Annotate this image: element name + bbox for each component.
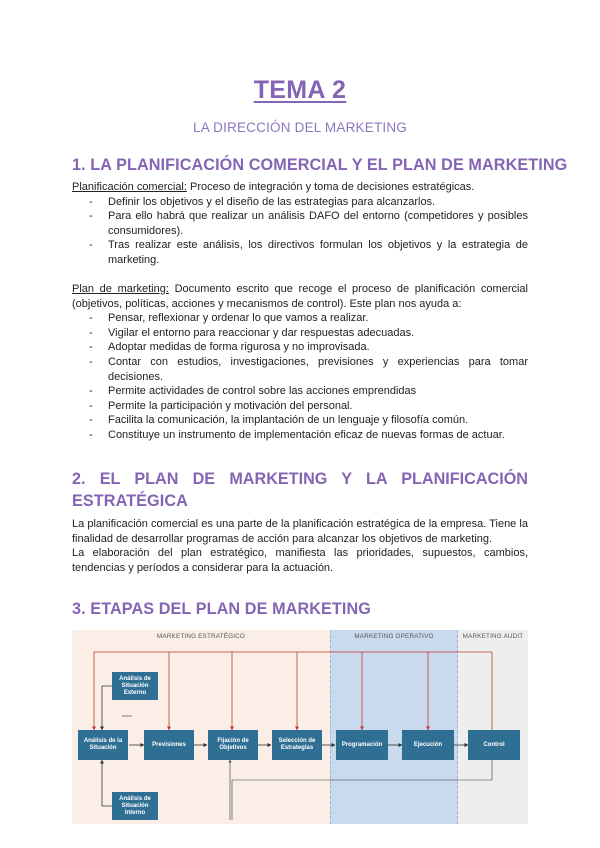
list-plan: [72, 311, 528, 442]
list-item: - Adoptar medidas de forma rigurosa y no improvisada.: [72, 340, 528, 355]
box-control: Control: [468, 730, 520, 760]
section-2-heading-cont: ESTRATÉGICA: [72, 492, 188, 510]
paragraph: La planificación comercial es una parte de la planificación estratégica de la empresa. Tiene la finalidad de desarrollar programas de acción para alcanzar los objetivos de marketing.: [72, 518, 528, 545]
definition-text: Documento escrito que recoge el proceso de planificación comercial (objetivos, políticas, acciones y mecanismos de control). Este plan nos ayuda a:: [72, 283, 528, 310]
list-item: - Pensar, reflexionar y ordenar lo que vamos a realizar.: [72, 311, 528, 326]
box-forecasts: Previsiones: [144, 730, 194, 760]
section-1-plan: [72, 282, 528, 443]
section-1-body: [72, 180, 528, 268]
paragraph: La elaboración del plan estratégico, manifiesta las prioridades, supuestos, cambios, tendencias y períodos a considerar para la actuación.: [72, 547, 528, 574]
definition-plan: [72, 282, 528, 311]
list-item: - Definir los objetivos y el diseño de las estrategias para alcanzarlos.: [72, 195, 528, 210]
box-strategies: Selección de Estrategias: [272, 730, 322, 760]
box-programming: Programación: [336, 730, 388, 760]
definition-term: Plan de marketing:: [72, 283, 169, 295]
box-internal-analysis: Análisis de Situación Interno: [112, 792, 158, 820]
box-execution: Ejecución: [402, 730, 454, 760]
list-item: - Permite la participación y motivación del personal.: [72, 399, 528, 414]
page-title: TEMA 2: [253, 76, 347, 104]
section-1-heading: 1. LA PLANIFICACIÓN COMERCIAL Y EL PLAN DE MARKETING: [72, 156, 568, 174]
box-objectives: Fijación de Objetivos: [208, 730, 258, 760]
zone-label: MARKETING OPERATIVO: [354, 633, 434, 640]
list-item: - Para ello habrá que realizar un análisis DAFO del entorno (competidores y posibles consumidores).: [72, 209, 528, 238]
list-item: - Permite actividades de control sobre las acciones emprendidas: [72, 384, 528, 399]
definition-term: Planificación comercial:: [72, 181, 187, 193]
marketing-plan-diagram: [72, 630, 528, 824]
section-2-body: [72, 517, 528, 575]
zone-label: MARKETING AUDIT: [462, 633, 524, 640]
section-3-heading: 3. ETAPAS DEL PLAN DE MARKETING: [72, 600, 371, 618]
list-item: - Contar con estudios, investigaciones, previsiones y experiencias para tomar decisiones.: [72, 355, 528, 384]
zone-label: MARKETING ESTRATÉGICO: [156, 633, 246, 640]
box-external-analysis: Análisis de Situación Externo: [112, 672, 158, 700]
box-situation-analysis: Análisis de la Situación: [78, 730, 128, 760]
definition-text: Proceso de integración y toma de decisiones estratégicas.: [186, 181, 475, 193]
section-2-heading: 2. EL PLAN DE MARKETING Y LA PLANIFICACIÓN: [72, 470, 528, 488]
definition-planificacion: [72, 180, 528, 195]
page-subtitle: LA DIRECCIÓN DEL MARKETING: [193, 120, 407, 135]
list-item: - Constituye un instrumento de implementación eficaz de nuevas formas de actuar.: [72, 428, 528, 443]
list-planificacion: [72, 195, 528, 268]
list-item: - Tras realizar este análisis, los directivos formulan los objetivos y la estrategia de marketing.: [72, 238, 528, 267]
list-item: - Facilita la comunicación, la implantación de un lenguaje y filosofía común.: [72, 413, 528, 428]
list-item: - Vigilar el entorno para reaccionar y dar respuestas adecuadas.: [72, 326, 528, 341]
